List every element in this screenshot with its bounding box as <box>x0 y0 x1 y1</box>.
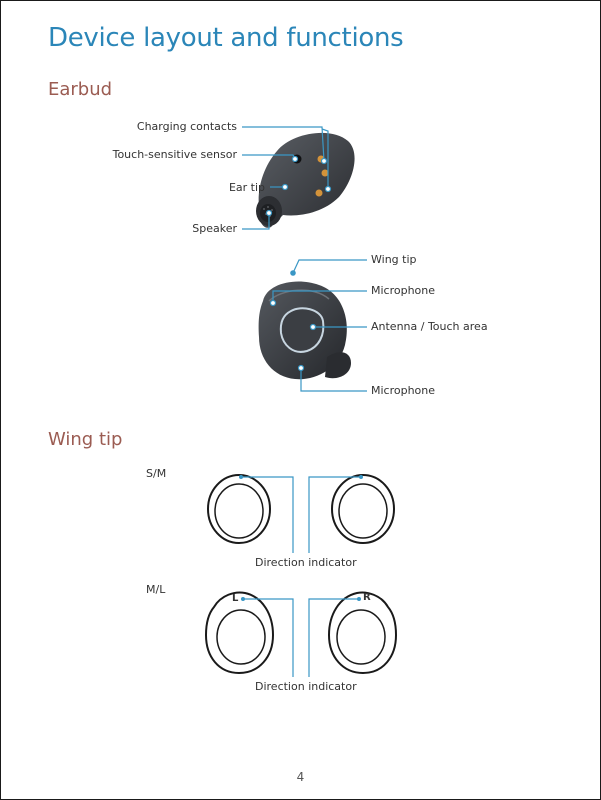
marker-left: L <box>232 593 239 604</box>
section-heading-wing-tip: Wing tip <box>48 429 123 450</box>
label-microphone-top: Microphone <box>371 284 436 297</box>
label-size-ml: M/L <box>146 583 166 596</box>
wing-tip-sm-callouts <box>241 477 361 553</box>
label-size-sm: S/M <box>146 467 167 480</box>
section-heading-earbud: Earbud <box>48 79 113 100</box>
marker-right: R <box>363 592 371 603</box>
wing-tip-ml-illustration <box>206 593 396 673</box>
label-touch-sensor: Touch-sensitive sensor <box>112 148 237 161</box>
label-wing-tip: Wing tip <box>371 253 417 266</box>
label-ear-tip: Ear tip <box>228 181 265 194</box>
label-antenna-touch-area: Antenna / Touch area <box>371 320 488 333</box>
wing-tip-sm-illustration <box>208 475 394 543</box>
page-title: Device layout and functions <box>48 23 404 53</box>
label-direction-indicator-ml: Direction indicator <box>255 680 357 693</box>
charging-contact-bottom <box>316 190 323 197</box>
label-charging-contacts: Charging contacts <box>136 120 237 133</box>
label-microphone-bottom: Microphone <box>371 384 436 397</box>
label-speaker: Speaker <box>192 222 237 235</box>
label-direction-indicator-sm: Direction indicator <box>255 556 357 569</box>
page-number: 4 <box>296 770 305 784</box>
